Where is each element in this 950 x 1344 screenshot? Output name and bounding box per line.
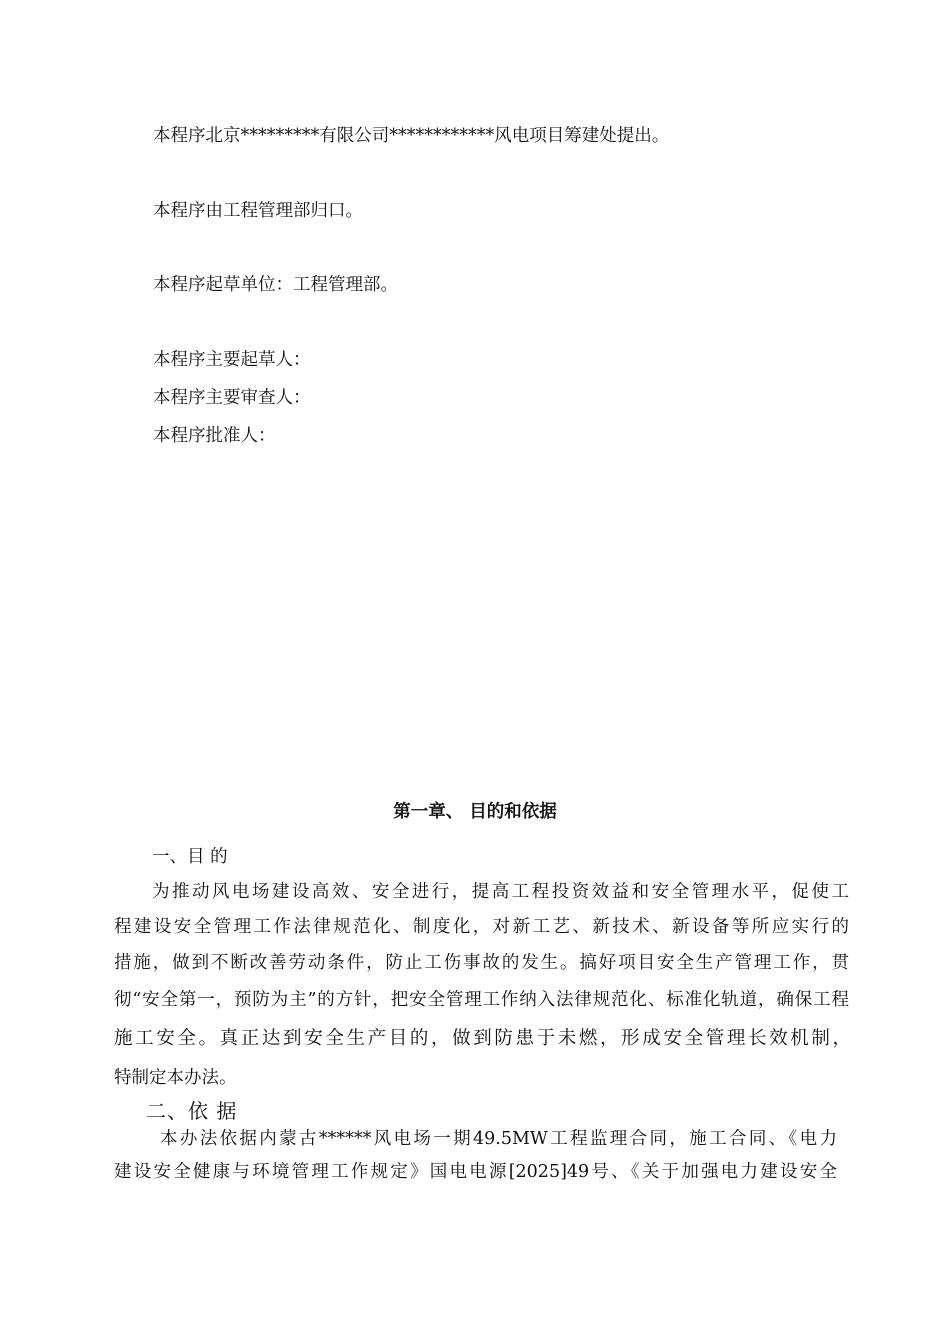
purpose-line-4: 彻“安全第一，预防为主”的方针，把安全管理工作纳入法律规范化、标准化轨道，确保工程 xyxy=(114,990,849,1010)
purpose-line-6: 特制定本办法。 xyxy=(114,1068,237,1088)
purpose-line-2: 程建设安全管理工作法律规范化、制度化，对新工艺、新技术、新设备等所应实行的 xyxy=(114,917,849,937)
chapter-title: 第一章、 目的和依据 xyxy=(393,802,557,822)
intro-drafting-unit: 本程序起草单位：工程管理部。 xyxy=(153,275,398,295)
intro-main-reviewer: 本程序主要审查人： xyxy=(153,388,311,408)
purpose-line-3: 措施，做到不断改善劳动条件，防止工伤事故的发生。搞好项目安全生产管理工作，贯 xyxy=(114,953,849,973)
intro-owner: 本程序由工程管理部归口。 xyxy=(153,201,363,221)
intro-approver: 本程序批准人： xyxy=(153,426,276,446)
intro-main-drafter: 本程序主要起草人： xyxy=(153,350,311,370)
basis-line-2: 建设安全健康与环境管理工作规定》国电电源[2025]49号、《关于加强电力建设安全 xyxy=(114,1162,837,1182)
section-purpose-heading: 一、目 的 xyxy=(152,847,228,867)
basis-line-1: 本办法依据内蒙古******风电场一期49.5MW工程监理合同，施工合同、《电力 xyxy=(160,1129,837,1149)
section-basis-heading: 二、依 据 xyxy=(146,1099,238,1123)
purpose-line-5: 施工安全。真正达到安全生产目的，做到防患于未燃，形成安全管理长效机制， xyxy=(114,1028,851,1049)
intro-proposer: 本程序北京*********有限公司************风电项目筹建处提出。 xyxy=(153,126,670,146)
purpose-line-1: 为推动风电场建设高效、安全进行，提高工程投资效益和安全管理水平，促使工 xyxy=(152,882,849,902)
